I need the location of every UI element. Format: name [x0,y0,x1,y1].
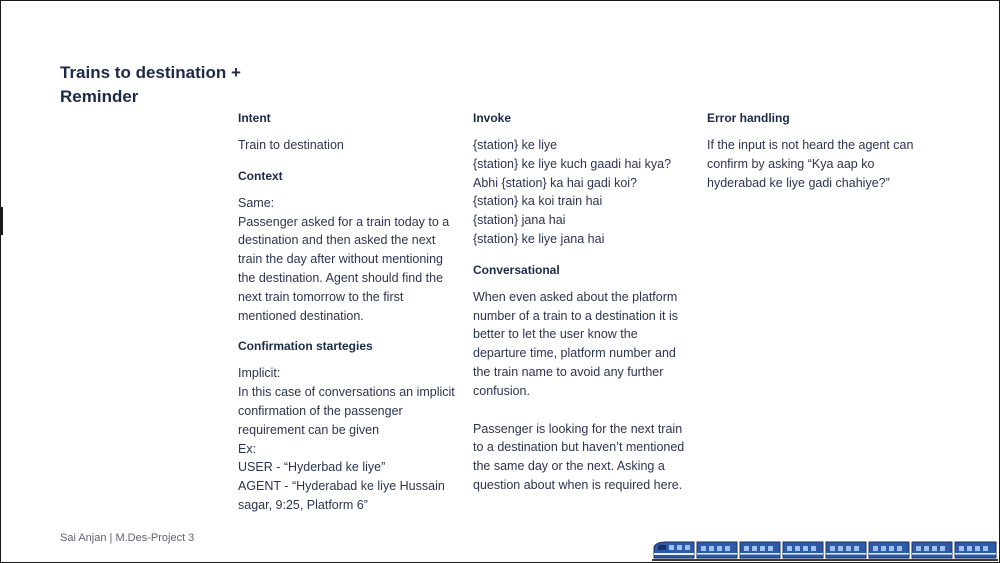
intent-heading: Intent [238,111,271,125]
conversational-heading: Conversational [473,262,560,277]
context-line: Passenger asked for a train today to a destination and then asked the next train the day after without mentioning the destination. Agent should find the next train tomorrow to the first mentioned destination. [238,214,450,323]
confirmation-line: Ex: [238,441,257,456]
confirmation-text [238,364,463,514]
confirmation-heading: Confirmation startegies [238,339,373,354]
confirmation-line: USER - “Hyderbad ke liye” [238,460,386,475]
context-line: Same: [238,195,275,210]
invoke-phrase: Abhi {station} ka hai gadi koi? [473,175,638,190]
confirmation-line: Implicit: [238,366,281,381]
conversational-paragraph: Passenger is looking for the next train to a destination but haven’t mentioned the same day or the next. Asking a question about when is required here. [473,421,685,492]
error-handling-text: If the input is not heard the agent can confirm by asking “Kya aap ko hyderabad ke liye gadi chahiye?” [707,138,914,190]
error-handling-heading: Error handling [707,111,790,125]
frame-marker [0,207,3,235]
invoke-phrases [473,136,693,249]
conversational-paragraph: When even asked about the platform number of a train to a destination it is better to let the user know the departure time, platform number and the train name to avoid any further confusion. [473,289,678,398]
conversational-text [473,288,693,495]
context-heading: Context [238,168,283,183]
invoke-phrase: {station} ke liye kuch gaadi hai kya? [473,156,672,171]
invoke-heading: Invoke [473,111,512,125]
column-error-handling [707,110,932,205]
paragraph-gap [473,401,693,420]
invoke-phrase: {station} jana hai [473,213,566,228]
train-illustration [652,539,998,561]
column-intent-context [238,110,463,528]
invoke-phrase: {station} ke liye jana hai [473,231,605,246]
confirmation-line: AGENT - “Hyderabad ke liye Hussain sagar, 9:25, Platform 6” [238,479,445,512]
context-text [238,194,463,326]
footer-credit: Sai Anjan | M.Des-Project 3 [60,532,195,544]
confirmation-line: In this case of conversations an implicit confirmation of the passenger requirement can be given [238,385,455,437]
invoke-phrase: {station} ke liye [473,138,558,152]
intent-text: Train to destination [238,138,344,152]
column-invoke-conversational [473,110,693,508]
invoke-phrase: {station} ka koi train hai [473,194,603,209]
slide-title: Trains to destination + Reminder [60,63,241,106]
